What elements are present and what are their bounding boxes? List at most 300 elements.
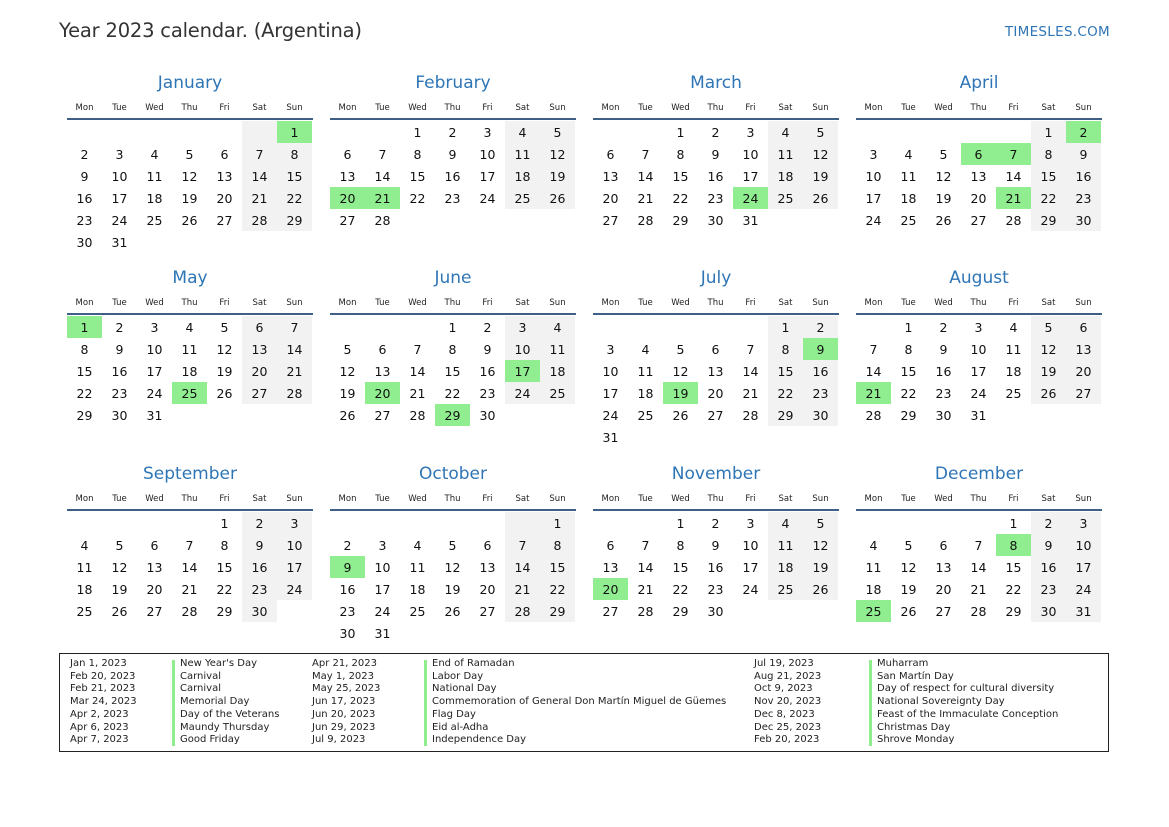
empty-cell bbox=[1031, 404, 1066, 426]
day-cell: 14 bbox=[277, 338, 312, 360]
day-cell: 28 bbox=[637, 603, 654, 619]
day-cell: 7 bbox=[746, 341, 755, 357]
day-grid bbox=[593, 121, 839, 231]
month-rule bbox=[593, 313, 839, 315]
day-cell: 14 bbox=[970, 559, 987, 575]
day-cell: 1 bbox=[277, 121, 312, 143]
month-rule bbox=[330, 509, 576, 511]
empty-cell bbox=[365, 316, 400, 338]
weekday-label: Fri bbox=[482, 494, 493, 504]
day-cell: 7 bbox=[242, 143, 277, 165]
day-cell: 3 bbox=[277, 512, 312, 534]
day-cell: 14 bbox=[1005, 168, 1022, 184]
day-cell: 25 bbox=[768, 578, 803, 600]
day-cell: 21 bbox=[277, 360, 312, 382]
weekday-label: Tue bbox=[112, 494, 127, 504]
day-cell: 4 bbox=[869, 537, 878, 553]
weekday-label: Wed bbox=[671, 494, 690, 504]
empty-cell bbox=[102, 512, 137, 534]
day-cell: 11 bbox=[181, 341, 198, 357]
day-cell: 29 bbox=[1005, 603, 1022, 619]
day-cell: 10 bbox=[602, 363, 619, 379]
day-cell: 5 bbox=[220, 319, 229, 335]
weekday-label: Tue bbox=[638, 494, 653, 504]
day-cell: 15 bbox=[216, 559, 233, 575]
day-cell: 26 bbox=[111, 603, 128, 619]
weekday-label: Mon bbox=[601, 494, 620, 504]
day-cell: 13 bbox=[216, 168, 233, 184]
day-cell: 8 bbox=[768, 338, 803, 360]
weekday-header bbox=[67, 298, 312, 308]
day-cell: 24 bbox=[374, 603, 391, 619]
day-cell: 28 bbox=[505, 600, 540, 622]
day-cell: 20 bbox=[330, 187, 365, 209]
day-cell: 12 bbox=[803, 534, 838, 556]
day-cell: 16 bbox=[803, 360, 838, 382]
holiday-names-column bbox=[877, 658, 1058, 747]
day-cell: 16 bbox=[707, 168, 724, 184]
day-cell: 26 bbox=[181, 212, 198, 228]
day-cell: 14 bbox=[374, 168, 391, 184]
day-cell: 16 bbox=[935, 363, 952, 379]
day-cell: 17 bbox=[505, 360, 540, 382]
weekday-label: Fri bbox=[745, 103, 756, 113]
weekday-label: Fri bbox=[1008, 494, 1019, 504]
day-cell: 16 bbox=[242, 556, 277, 578]
month-title: April bbox=[959, 73, 999, 93]
day-cell: 29 bbox=[76, 407, 93, 423]
day-cell: 12 bbox=[216, 341, 233, 357]
day-cell: 11 bbox=[768, 143, 803, 165]
day-cell: 12 bbox=[540, 143, 575, 165]
day-cell: 19 bbox=[1031, 360, 1066, 382]
holiday-date: May 25, 2023 bbox=[312, 683, 381, 695]
day-cell: 5 bbox=[939, 146, 948, 162]
day-cell: 20 bbox=[479, 581, 496, 597]
weekday-label: Mon bbox=[338, 298, 357, 308]
day-cell: 27 bbox=[146, 603, 163, 619]
day-cell: 13 bbox=[146, 559, 163, 575]
weekday-label: Fri bbox=[219, 298, 230, 308]
day-cell: 2 bbox=[483, 319, 492, 335]
weekday-label: Thu bbox=[181, 298, 198, 308]
day-cell: 24 bbox=[1066, 578, 1101, 600]
empty-cell bbox=[540, 404, 575, 426]
day-grid bbox=[593, 512, 839, 622]
weekday-label: Fri bbox=[745, 298, 756, 308]
weekday-label: Sun bbox=[1075, 298, 1092, 308]
day-cell: 14 bbox=[637, 168, 654, 184]
day-cell: 9 bbox=[80, 168, 89, 184]
day-cell: 22 bbox=[444, 385, 461, 401]
day-cell: 21 bbox=[242, 187, 277, 209]
month-rule bbox=[330, 118, 576, 120]
holiday-name: Maundy Thursday bbox=[180, 721, 270, 733]
day-cell: 1 bbox=[768, 316, 803, 338]
weekday-label: Wed bbox=[408, 103, 427, 113]
weekday-label: Sun bbox=[286, 298, 303, 308]
day-cell: 18 bbox=[540, 360, 575, 382]
holiday-name: Muharram bbox=[877, 658, 929, 669]
day-cell: 9 bbox=[711, 146, 720, 162]
day-cell: 5 bbox=[448, 537, 457, 553]
day-cell: 20 bbox=[1066, 360, 1101, 382]
day-cell: 6 bbox=[242, 316, 277, 338]
day-cell: 20 bbox=[593, 578, 628, 600]
month-title: February bbox=[415, 73, 491, 93]
day-cell: 7 bbox=[869, 341, 878, 357]
day-cell: 4 bbox=[641, 341, 650, 357]
day-cell: 13 bbox=[707, 363, 724, 379]
holiday-dates-column bbox=[312, 658, 380, 747]
weekday-label: Tue bbox=[112, 298, 127, 308]
day-cell: 26 bbox=[339, 407, 356, 423]
weekday-label: Sat bbox=[252, 494, 267, 504]
holiday-date: Dec 8, 2023 bbox=[754, 708, 815, 720]
weekday-header bbox=[330, 494, 575, 504]
day-grid bbox=[593, 316, 839, 448]
holiday-name: Eid al-Adha bbox=[432, 721, 489, 733]
empty-cell bbox=[330, 316, 365, 338]
day-cell: 7 bbox=[641, 537, 650, 553]
day-cell: 23 bbox=[76, 212, 93, 228]
day-cell: 31 bbox=[146, 407, 163, 423]
day-cell: 31 bbox=[742, 212, 759, 228]
day-cell: 28 bbox=[742, 407, 759, 423]
day-cell: 29 bbox=[672, 212, 689, 228]
weekday-label: Wed bbox=[145, 298, 164, 308]
day-cell: 19 bbox=[181, 190, 198, 206]
day-cell: 5 bbox=[803, 512, 838, 534]
day-cell: 9 bbox=[115, 341, 124, 357]
empty-cell bbox=[768, 209, 803, 231]
month-title: September bbox=[143, 464, 237, 484]
day-cell: 26 bbox=[1031, 382, 1066, 404]
day-cell: 13 bbox=[479, 559, 496, 575]
day-cell: 31 bbox=[602, 429, 619, 445]
holiday-name: New Year's Day bbox=[180, 658, 258, 669]
day-cell: 10 bbox=[374, 559, 391, 575]
day-cell: 12 bbox=[1031, 338, 1066, 360]
day-cell: 19 bbox=[444, 581, 461, 597]
holiday-date: Jan 1, 2023 bbox=[70, 658, 127, 669]
day-grid bbox=[67, 121, 313, 253]
day-cell: 3 bbox=[505, 316, 540, 338]
empty-cell bbox=[628, 121, 663, 143]
day-cell: 1 bbox=[1031, 121, 1066, 143]
empty-cell bbox=[803, 600, 838, 622]
holiday-bar bbox=[869, 660, 872, 746]
day-cell: 15 bbox=[277, 165, 312, 187]
day-cell: 6 bbox=[378, 341, 387, 357]
empty-cell bbox=[733, 600, 768, 622]
empty-cell bbox=[856, 316, 891, 338]
day-cell: 29 bbox=[216, 603, 233, 619]
day-cell: 2 bbox=[242, 512, 277, 534]
day-cell: 23 bbox=[242, 578, 277, 600]
day-cell: 30 bbox=[707, 603, 724, 619]
day-cell: 11 bbox=[146, 168, 163, 184]
day-cell: 20 bbox=[602, 190, 619, 206]
day-cell: 15 bbox=[768, 360, 803, 382]
weekday-label: Tue bbox=[375, 103, 390, 113]
day-cell: 8 bbox=[676, 537, 685, 553]
holiday-name: End of Ramadan bbox=[432, 658, 515, 669]
day-cell: 28 bbox=[242, 209, 277, 231]
weekday-label: Sat bbox=[515, 103, 530, 113]
holiday-date: Nov 20, 2023 bbox=[754, 696, 822, 708]
day-cell: 17 bbox=[111, 190, 128, 206]
day-cell: 27 bbox=[339, 212, 356, 228]
day-cell: 8 bbox=[413, 146, 422, 162]
day-cell: 4 bbox=[1009, 319, 1018, 335]
day-cell: 2 bbox=[939, 319, 948, 335]
day-cell: 8 bbox=[277, 143, 312, 165]
day-cell: 14 bbox=[181, 559, 198, 575]
day-grid bbox=[330, 512, 576, 644]
day-cell: 10 bbox=[111, 168, 128, 184]
empty-cell bbox=[172, 231, 207, 253]
day-cell: 6 bbox=[220, 146, 229, 162]
day-cell: 22 bbox=[672, 190, 689, 206]
holiday-legend bbox=[59, 653, 1109, 752]
weekday-label: Fri bbox=[219, 103, 230, 113]
day-cell: 15 bbox=[1031, 165, 1066, 187]
day-cell: 22 bbox=[540, 578, 575, 600]
empty-cell bbox=[67, 121, 102, 143]
day-cell: 2 bbox=[803, 316, 838, 338]
holiday-name: Independence Day bbox=[432, 734, 527, 746]
weekday-label: Tue bbox=[638, 103, 653, 113]
weekday-header bbox=[856, 298, 1101, 308]
weekday-label: Mon bbox=[338, 103, 357, 113]
day-cell: 4 bbox=[505, 121, 540, 143]
day-cell: 11 bbox=[865, 559, 882, 575]
day-cell: 6 bbox=[483, 537, 492, 553]
weekday-label: Sat bbox=[515, 494, 530, 504]
weekday-label: Fri bbox=[1008, 298, 1019, 308]
day-cell: 11 bbox=[409, 559, 426, 575]
empty-cell bbox=[330, 121, 365, 143]
day-cell: 14 bbox=[505, 556, 540, 578]
weekday-label: Thu bbox=[707, 494, 724, 504]
weekday-label: Fri bbox=[745, 494, 756, 504]
day-cell: 28 bbox=[1005, 212, 1022, 228]
day-cell: 19 bbox=[935, 190, 952, 206]
day-cell: 30 bbox=[1066, 209, 1101, 231]
day-cell: 7 bbox=[413, 341, 422, 357]
weekday-label: Thu bbox=[181, 103, 198, 113]
day-cell: 23 bbox=[479, 385, 496, 401]
weekday-label: Wed bbox=[145, 103, 164, 113]
day-cell: 23 bbox=[1066, 187, 1101, 209]
day-cell: 27 bbox=[602, 212, 619, 228]
day-cell: 11 bbox=[76, 559, 93, 575]
day-cell: 1 bbox=[220, 515, 229, 531]
holiday-names-column bbox=[432, 658, 726, 747]
day-cell: 26 bbox=[803, 578, 838, 600]
weekday-header bbox=[593, 298, 838, 308]
day-cell: 21 bbox=[996, 187, 1031, 209]
day-cell: 24 bbox=[865, 212, 882, 228]
month-rule bbox=[593, 509, 839, 511]
holiday-name: Day of respect for cultural diversity bbox=[877, 683, 1055, 695]
day-cell: 27 bbox=[707, 407, 724, 423]
day-cell: 7 bbox=[974, 537, 983, 553]
day-cell: 7 bbox=[641, 146, 650, 162]
empty-cell bbox=[470, 622, 505, 644]
weekday-label: Sat bbox=[1041, 298, 1056, 308]
day-cell: 15 bbox=[672, 559, 689, 575]
day-cell: 4 bbox=[540, 316, 575, 338]
day-cell: 13 bbox=[602, 559, 619, 575]
day-cell: 15 bbox=[76, 363, 93, 379]
empty-cell bbox=[803, 426, 838, 448]
month-rule bbox=[330, 313, 576, 315]
day-cell: 24 bbox=[111, 212, 128, 228]
day-cell: 10 bbox=[1066, 534, 1101, 556]
day-grid bbox=[67, 316, 313, 426]
empty-cell bbox=[856, 121, 891, 143]
day-cell: 20 bbox=[935, 581, 952, 597]
empty-cell bbox=[365, 121, 400, 143]
day-cell: 17 bbox=[742, 559, 759, 575]
day-cell: 16 bbox=[707, 559, 724, 575]
day-cell: 23 bbox=[707, 190, 724, 206]
weekday-label: Sun bbox=[549, 298, 566, 308]
day-cell: 5 bbox=[1031, 316, 1066, 338]
day-cell: 11 bbox=[900, 168, 917, 184]
day-cell: 20 bbox=[216, 190, 233, 206]
day-cell: 27 bbox=[602, 603, 619, 619]
empty-cell bbox=[277, 600, 312, 622]
holiday-names-column bbox=[180, 658, 279, 747]
day-cell: 25 bbox=[900, 212, 917, 228]
day-cell: 18 bbox=[1005, 363, 1022, 379]
day-cell: 17 bbox=[1066, 556, 1101, 578]
day-cell: 17 bbox=[374, 581, 391, 597]
day-cell: 27 bbox=[970, 212, 987, 228]
day-cell: 1 bbox=[413, 124, 422, 140]
day-cell: 26 bbox=[444, 603, 461, 619]
weekday-label: Sun bbox=[549, 103, 566, 113]
empty-cell bbox=[242, 121, 277, 143]
day-cell: 11 bbox=[768, 534, 803, 556]
empty-cell bbox=[733, 426, 768, 448]
site-link[interactable]: TIMESLES.COM bbox=[1004, 24, 1110, 40]
day-cell: 7 bbox=[378, 146, 387, 162]
day-cell: 17 bbox=[970, 363, 987, 379]
empty-cell bbox=[505, 404, 540, 426]
holiday-date: Aug 21, 2023 bbox=[754, 670, 822, 682]
day-cell: 29 bbox=[435, 404, 470, 426]
day-cell: 21 bbox=[365, 187, 400, 209]
holiday-date: Dec 25, 2023 bbox=[754, 721, 822, 733]
day-cell: 14 bbox=[742, 363, 759, 379]
weekday-label: Mon bbox=[864, 298, 883, 308]
empty-cell bbox=[207, 404, 242, 426]
weekday-label: Fri bbox=[219, 494, 230, 504]
day-grid bbox=[67, 512, 313, 622]
empty-cell bbox=[207, 121, 242, 143]
holiday-date: Jun 20, 2023 bbox=[312, 708, 376, 720]
day-cell: 5 bbox=[115, 537, 124, 553]
day-cell: 17 bbox=[602, 385, 619, 401]
day-cell: 21 bbox=[637, 190, 654, 206]
holiday-bar bbox=[172, 660, 175, 746]
holiday-date: Jul 9, 2023 bbox=[312, 734, 366, 746]
day-cell: 28 bbox=[865, 407, 882, 423]
weekday-header bbox=[67, 103, 312, 113]
day-cell: 1 bbox=[540, 512, 575, 534]
day-cell: 21 bbox=[637, 581, 654, 597]
day-cell: 17 bbox=[865, 190, 882, 206]
day-cell: 5 bbox=[540, 121, 575, 143]
day-cell: 18 bbox=[637, 385, 654, 401]
day-cell: 29 bbox=[900, 407, 917, 423]
empty-cell bbox=[505, 512, 540, 534]
day-cell: 30 bbox=[111, 407, 128, 423]
day-cell: 14 bbox=[242, 165, 277, 187]
day-cell: 13 bbox=[242, 338, 277, 360]
day-cell: 9 bbox=[711, 537, 720, 553]
day-cell: 4 bbox=[768, 121, 803, 143]
weekday-label: Wed bbox=[145, 494, 164, 504]
day-cell: 5 bbox=[803, 121, 838, 143]
day-cell: 3 bbox=[974, 319, 983, 335]
weekday-label: Tue bbox=[112, 103, 127, 113]
day-cell: 6 bbox=[711, 341, 720, 357]
day-cell: 20 bbox=[707, 385, 724, 401]
day-cell: 8 bbox=[220, 537, 229, 553]
holiday-date: Apr 6, 2023 bbox=[70, 721, 129, 733]
day-cell: 14 bbox=[409, 363, 426, 379]
day-cell: 1 bbox=[448, 319, 457, 335]
day-cell: 10 bbox=[505, 338, 540, 360]
empty-cell bbox=[593, 121, 628, 143]
day-cell: 2 bbox=[115, 319, 124, 335]
holiday-date: Apr 7, 2023 bbox=[70, 734, 129, 746]
weekday-label: Sun bbox=[812, 298, 829, 308]
weekday-header bbox=[856, 103, 1101, 113]
holiday-date: Oct 9, 2023 bbox=[754, 683, 813, 695]
holiday-dates-column bbox=[754, 658, 821, 747]
holiday-date: Feb 20, 2023 bbox=[70, 670, 136, 682]
day-cell: 3 bbox=[150, 319, 159, 335]
empty-cell bbox=[137, 231, 172, 253]
day-cell: 26 bbox=[935, 212, 952, 228]
day-grid bbox=[330, 121, 576, 231]
weekday-header bbox=[67, 494, 312, 504]
empty-cell bbox=[768, 426, 803, 448]
empty-cell bbox=[996, 404, 1031, 426]
holiday-name: Carnival bbox=[180, 683, 221, 695]
weekday-label: Sat bbox=[778, 494, 793, 504]
day-cell: 30 bbox=[935, 407, 952, 423]
weekday-label: Sat bbox=[778, 103, 793, 113]
holiday-date: Jun 29, 2023 bbox=[312, 721, 376, 733]
empty-cell bbox=[628, 316, 663, 338]
day-cell: 25 bbox=[172, 382, 207, 404]
empty-cell bbox=[435, 209, 470, 231]
empty-cell bbox=[400, 209, 435, 231]
day-cell: 1 bbox=[1009, 515, 1018, 531]
weekday-header bbox=[856, 494, 1101, 504]
day-cell: 19 bbox=[803, 556, 838, 578]
day-cell: 23 bbox=[707, 581, 724, 597]
day-cell: 10 bbox=[479, 146, 496, 162]
day-cell: 25 bbox=[637, 407, 654, 423]
